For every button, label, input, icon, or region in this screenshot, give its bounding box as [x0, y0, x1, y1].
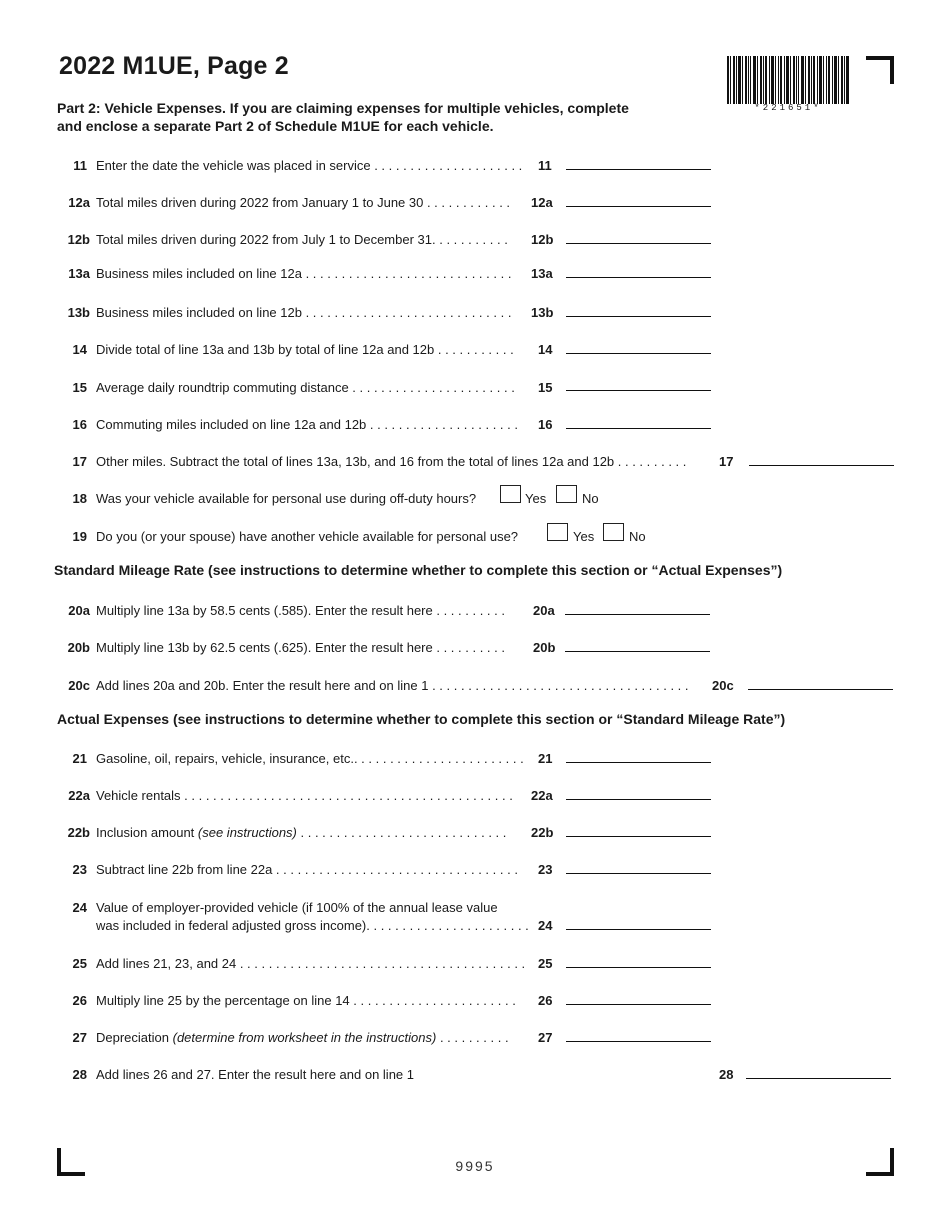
- line-label: Business miles included on line 12b . . . . . . . . . . . . . . . . . . . . . . . . . . . . .: [96, 305, 512, 320]
- line-label: Gasoline, oil, repairs, vehicle, insurance, etc.. . . . . . . . . . . . . . . . . . . . . . . .: [96, 751, 524, 766]
- line-20c-input[interactable]: [748, 689, 893, 690]
- line-label: Do you (or your spouse) have another vehicle available for personal use?: [96, 529, 519, 544]
- registration-mark-top-right: [866, 56, 894, 84]
- line-number: 12a: [68, 195, 90, 210]
- line-number: 23: [72, 862, 87, 877]
- line-number: 15: [72, 380, 87, 395]
- line-label: Vehicle rentals . . . . . . . . . . . . . . . . . . . . . . . . . . . . . . . . . . . . . . . . . . . . . .: [96, 788, 513, 803]
- line-24-input[interactable]: [566, 929, 711, 930]
- section-heading-standard-mileage: Standard Mileage Rate (see instructions to determine whether to complete this section or “Actual Expenses”): [54, 562, 783, 578]
- line-label-italic: (determine from worksheet in the instructions): [172, 1030, 437, 1045]
- line-number: 18: [72, 491, 87, 506]
- line-number: 13a: [68, 266, 90, 281]
- section-heading-actual-expenses: Actual Expenses (see instructions to determine whether to complete this section or “Standard Mileage Rate”): [57, 711, 786, 727]
- line-label: Add lines 20a and 20b. Enter the result here and on line 1 . . . . . . . . . . . . . . . . . . . . . . . . . . . . . . . . . . . .: [96, 678, 689, 693]
- no-label: No: [582, 491, 599, 506]
- line-13a-input[interactable]: [566, 277, 711, 278]
- line-label: Multiply line 25 by the percentage on line 14 . . . . . . . . . . . . . . . . . . . . . . .: [96, 993, 516, 1008]
- line-19-no-checkbox[interactable]: [603, 523, 624, 541]
- line-17-input[interactable]: [749, 465, 894, 466]
- line-ref: 22a: [531, 788, 553, 803]
- form-code: 9995: [455, 1158, 495, 1174]
- barcode: [727, 56, 849, 104]
- line-ref: 28: [719, 1067, 734, 1082]
- line-ref: 20a: [533, 603, 555, 618]
- line-label: Commuting miles included on line 12a and 12b . . . . . . . . . . . . . . . . . . . . .: [96, 417, 518, 432]
- line-number: 21: [72, 751, 87, 766]
- line-12a-input[interactable]: [566, 206, 711, 207]
- line-ref: 27: [538, 1030, 553, 1045]
- line-20a-input[interactable]: [565, 614, 710, 615]
- line-label: Multiply line 13b by 62.5 cents (.625). Enter the result here . . . . . . . . . .: [96, 640, 505, 655]
- line-label: Other miles. Subtract the total of lines 13a, 13b, and 16 from the total of lines 12a and 12b . . . . . . . . . .: [96, 454, 687, 469]
- line-label: Value of employer-provided vehicle (if 100% of the annual lease value: [96, 900, 498, 915]
- line-number: 20b: [67, 640, 90, 655]
- line-ref: 12a: [531, 195, 553, 210]
- line-number: 20c: [68, 678, 90, 693]
- line-number: 27: [72, 1030, 87, 1045]
- line-label: [96, 1030, 528, 1045]
- line-label: Add lines 21, 23, and 24 . . . . . . . . . . . . . . . . . . . . . . . . . . . . . . . . . . . . . . . .: [96, 956, 526, 971]
- line-label-italic: (see instructions): [197, 825, 297, 840]
- line-23-input[interactable]: [566, 873, 711, 874]
- line-label-text: Inclusion amount: [96, 825, 198, 840]
- line-ref: 17: [719, 454, 734, 469]
- line-number: 26: [72, 993, 87, 1008]
- line-label: Enter the date the vehicle was placed in service . . . . . . . . . . . . . . . . . . . . .: [96, 158, 523, 173]
- line-label: Business miles included on line 12a . . . . . . . . . . . . . . . . . . . . . . . . . . . . .: [96, 266, 512, 281]
- line-13b-input[interactable]: [566, 316, 711, 317]
- line-number: 20a: [68, 603, 90, 618]
- line-label: Total miles driven during 2022 from July 1 to December 31. . . . . . . . . . .: [96, 232, 508, 247]
- line-label: Average daily roundtrip commuting distance . . . . . . . . . . . . . . . . . . . . . . .: [96, 380, 515, 395]
- line-18-yes-checkbox[interactable]: [500, 485, 521, 503]
- line-label: Total miles driven during 2022 from January 1 to June 30 . . . . . . . . . . . .: [96, 195, 511, 210]
- line-19-yes-checkbox[interactable]: [547, 523, 568, 541]
- line-label-leader: . . . . . . . . . . . . . . . . . . . . . . . . . . . . .: [296, 825, 507, 840]
- line-ref: 13b: [531, 305, 554, 320]
- line-label-text: Depreciation: [96, 1030, 173, 1045]
- page-title: 2022 M1UE, Page 2: [59, 52, 289, 80]
- line-ref: 16: [538, 417, 553, 432]
- line-number: 25: [72, 956, 87, 971]
- line-number: 11: [73, 158, 87, 173]
- line-label-continued: was included in federal adjusted gross income). . . . . . . . . . . . . . . . . . . . . . .: [96, 918, 529, 933]
- line-number: 28: [72, 1067, 87, 1082]
- line-ref: 25: [538, 956, 553, 971]
- line-number: 12b: [67, 232, 90, 247]
- line-22a-input[interactable]: [566, 799, 711, 800]
- line-28-input[interactable]: [746, 1078, 891, 1079]
- line-number: 16: [72, 417, 87, 432]
- line-16-input[interactable]: [566, 428, 711, 429]
- line-26-input[interactable]: [566, 1004, 711, 1005]
- line-ref: 11: [538, 158, 552, 173]
- line-number: 22a: [68, 788, 90, 803]
- line-27-input[interactable]: [566, 1041, 711, 1042]
- yes-label: Yes: [573, 529, 595, 544]
- line-ref: 13a: [531, 266, 553, 281]
- line-ref: 15: [538, 380, 553, 395]
- line-20b-input[interactable]: [565, 651, 710, 652]
- line-ref: 20c: [712, 678, 734, 693]
- line-12b-input[interactable]: [566, 243, 711, 244]
- line-number: 24: [72, 900, 87, 915]
- barcode-text: *221651*: [754, 103, 822, 113]
- line-ref: 20b: [533, 640, 556, 655]
- line-ref: 22b: [531, 825, 554, 840]
- line-ref: 26: [538, 993, 553, 1008]
- line-label: [96, 825, 520, 840]
- line-ref: 14: [538, 342, 553, 357]
- line-label: Divide total of line 13a and 13b by total of line 12a and 12b . . . . . . . . . . .: [96, 342, 514, 357]
- line-number: 14: [72, 342, 87, 357]
- line-ref: 24: [538, 918, 553, 933]
- line-25-input[interactable]: [566, 967, 711, 968]
- no-label: No: [629, 529, 646, 544]
- line-ref: 12b: [531, 232, 554, 247]
- line-label: Was your vehicle available for personal use during off-duty hours?: [96, 491, 477, 506]
- line-number: 19: [72, 529, 87, 544]
- line-ref: 23: [538, 862, 553, 877]
- line-21-input[interactable]: [566, 762, 711, 763]
- part-heading: Part 2: Vehicle Expenses. If you are claiming expenses for multiple vehicles, complete and enclose a separate Part 2 of Schedule M1UE for each vehicle.: [57, 100, 629, 134]
- line-ref: 21: [538, 751, 553, 766]
- line-number: 17: [72, 454, 87, 469]
- line-14-input[interactable]: [566, 353, 711, 354]
- line-number: 13b: [67, 305, 90, 320]
- line-label-leader: . . . . . . . . . .: [436, 1030, 509, 1045]
- line-11-input[interactable]: [566, 169, 711, 170]
- line-18-no-checkbox[interactable]: [556, 485, 577, 503]
- line-15-input[interactable]: [566, 390, 711, 391]
- line-number: 22b: [67, 825, 90, 840]
- line-label: Subtract line 22b from line 22a . . . . . . . . . . . . . . . . . . . . . . . . . . . . . . . . . .: [96, 862, 518, 877]
- line-label: Multiply line 13a by 58.5 cents (.585). Enter the result here . . . . . . . . . .: [96, 603, 505, 618]
- line-label: Add lines 26 and 27. Enter the result here and on line 1: [96, 1067, 414, 1082]
- line-22b-input[interactable]: [566, 836, 711, 837]
- yes-label: Yes: [525, 491, 547, 506]
